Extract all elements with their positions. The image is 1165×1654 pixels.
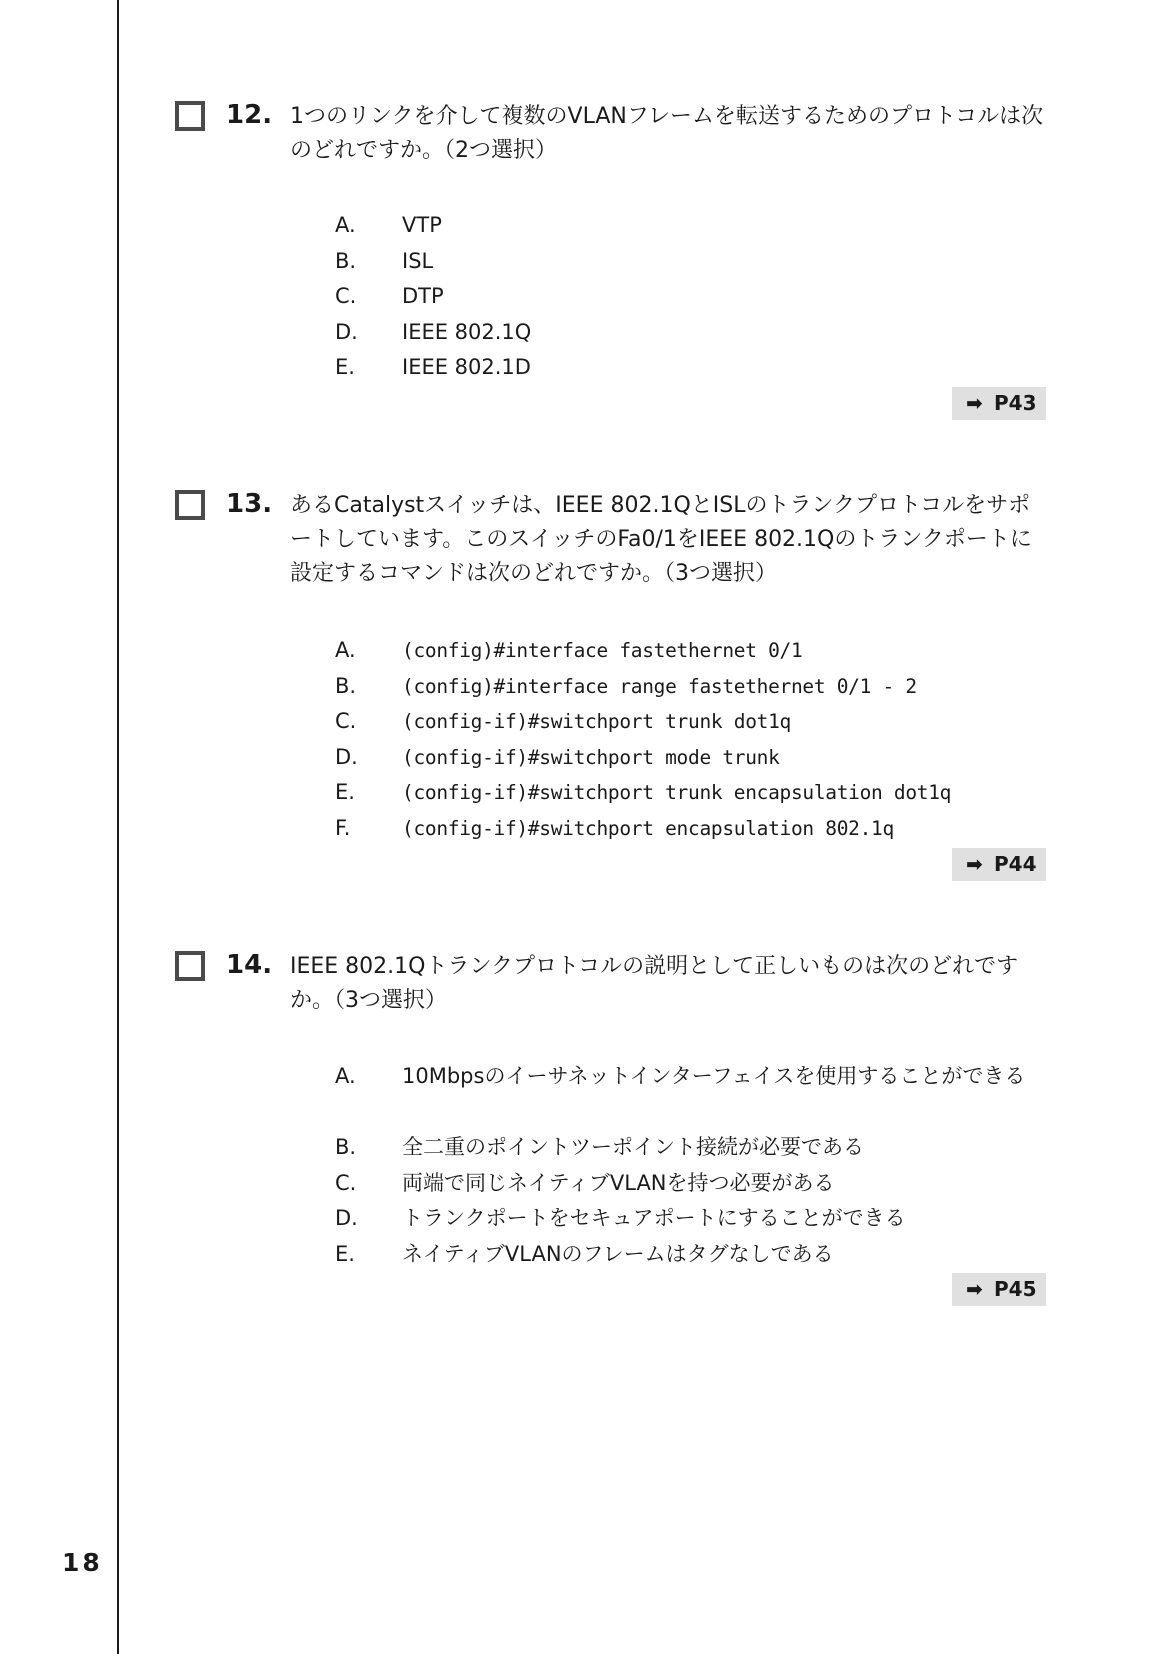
option-a[interactable]: A. (config)#interface fastethernet 0/1 xyxy=(335,638,803,662)
question-checkbox[interactable] xyxy=(175,951,205,981)
option-e[interactable]: E. ネイティブVLANのフレームはタグなしである xyxy=(335,1241,834,1266)
option-e[interactable]: E. IEEE 802.1D xyxy=(335,355,531,379)
arrow-right-icon: ➡ xyxy=(966,1277,983,1301)
option-b[interactable]: B. (config)#interface range fastethernet 0/1 - 2 xyxy=(335,673,917,698)
answer-options xyxy=(335,208,1050,386)
answer-options xyxy=(335,1059,1050,1272)
option-a[interactable]: A. 10Mbpsのイーサネットインターフェイスを使用することができる xyxy=(335,1064,1026,1088)
question-checkbox[interactable] xyxy=(175,490,205,520)
page-reference[interactable]: ➡ P43 xyxy=(952,387,1046,420)
question-number: 12. xyxy=(226,100,273,130)
option-d[interactable]: D. IEEE 802.1Q xyxy=(335,319,532,344)
arrow-right-icon: ➡ xyxy=(966,391,983,415)
question-checkbox[interactable] xyxy=(175,101,205,131)
margin-rule xyxy=(117,0,119,1654)
option-b[interactable]: B. 全二重のポイントツーポイント接続が必要である xyxy=(335,1135,864,1159)
question-text: 1つのリンクを介して複数のVLANフレームを転送するためのプロトコルは次のどれですか。（2つ選択） xyxy=(290,104,1044,163)
option-d[interactable]: D. トランクポートをセキュアポートにすることができる xyxy=(335,1206,906,1230)
option-b[interactable]: B. ISL xyxy=(335,248,434,273)
question-text: あるCatalystスイッチは、IEEE 802.1QとISLのトランクプロトコルをサポートしています。このスイッチのFa0/1をIEEE 802.1Qのトランクポートに設定するコマンドは次のどれですか。（3つ選択） xyxy=(290,493,1032,586)
page-number: 18 xyxy=(62,1548,103,1577)
option-d[interactable]: D. (config-if)#switchport mode trunk xyxy=(335,744,780,769)
option-a[interactable]: A. VTP xyxy=(335,213,442,237)
option-c[interactable]: C. DTP xyxy=(335,284,444,308)
option-c[interactable]: C. (config-if)#switchport trunk dot1q xyxy=(335,709,791,733)
page-reference[interactable]: ➡ P45 xyxy=(952,1273,1046,1306)
answer-options xyxy=(335,633,1050,846)
option-e[interactable]: E. (config-if)#switchport trunk encapsulation dot1q xyxy=(335,780,952,804)
question-text: IEEE 802.1Qトランクプロトコルの説明として正しいものは次のどれですか。（3つ選択） xyxy=(290,954,1019,1013)
arrow-right-icon: ➡ xyxy=(966,852,983,876)
option-f[interactable]: F. (config-if)#switchport encapsulation 802.1q xyxy=(335,815,894,840)
option-c[interactable]: C. 両端で同じネイティブVLANを持つ必要がある xyxy=(335,1170,835,1195)
question-number: 13. xyxy=(226,489,273,519)
question-number: 14. xyxy=(226,950,273,980)
page-reference[interactable]: ➡ P44 xyxy=(952,848,1046,881)
